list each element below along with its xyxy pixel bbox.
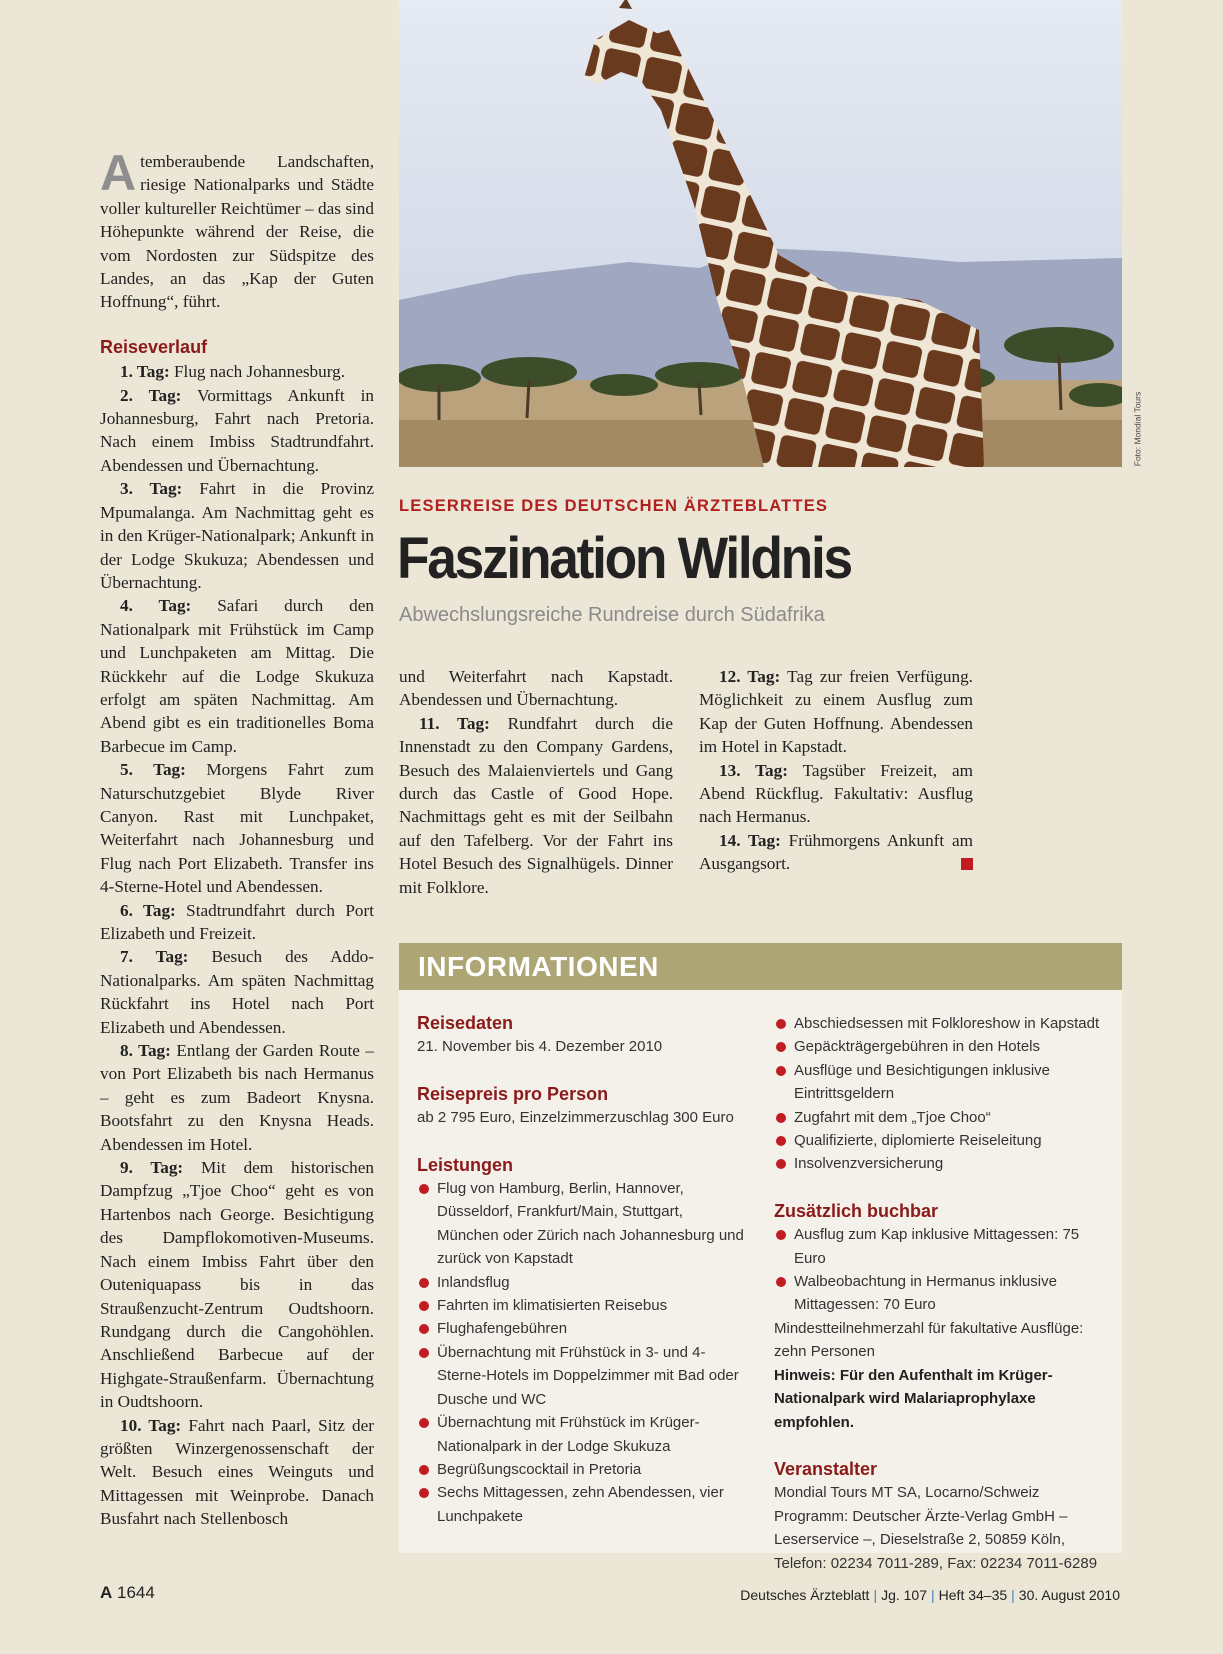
dates-heading: Reisedaten xyxy=(417,1013,514,1033)
list-item: Flug von Hamburg, Berlin, Hannover, Düsseldorf, Frankfurt/Main, Stuttgart, München oder Zürich nach Johannesburg und zurück von Kapstadt xyxy=(417,1177,747,1271)
kicker: LESERREISE DES DEUTSCHEN ÄRZTEBLATTES xyxy=(399,497,829,515)
price-heading: Reisepreis pro Person xyxy=(417,1083,609,1104)
journal-date: 30. August 2010 xyxy=(1018,1587,1120,1603)
list-item: Abschiedsessen mit Folkloreshow in Kapstadt xyxy=(774,1012,1104,1035)
journal-name: Deutsches Ärzteblatt xyxy=(740,1587,870,1603)
day-item: 9. Tag: Mit dem historischen Dampfzug „Tjoe Choo“ geht es von Hartenbos nach George. Besichtigung des Dampflokomotiven-Museums. Nach einem Imbiss Fahrt über den Outeniquapass bis in das Straußenzucht-Zentrum Oudtshoorn. Rundgang durch die Cangohöhlen. Anschließend Barbecue auf der Highgate-Straußenfarm. Übernachtung in Oudtshoorn. xyxy=(100,1158,374,1412)
info-box xyxy=(399,943,1122,1572)
article-subtitle: Abwechslungsreiche Rundreise durch Südafrika xyxy=(399,604,825,626)
organizer-heading: Veranstalter xyxy=(774,1458,878,1479)
list-item: Sechs Mittagessen, zehn Abendessen, vier Lunchpakete xyxy=(417,1481,747,1528)
organizer-text: Mondial Tours MT SA, Locarno/Schweiz xyxy=(774,1484,1040,1502)
malaria-hint: Hinweis: Für den Aufenthalt im Krüger-Nationalpark wird Malariaprophylaxe empfohlen. xyxy=(774,1366,1053,1431)
giraffe-photo xyxy=(399,0,1122,467)
price-text: ab 2 795 Euro, Einzelzimmerzuschlag 300 Euro xyxy=(417,1109,734,1127)
services-list xyxy=(417,1177,747,1528)
photo-credit: Foto: Mondial Tours xyxy=(1132,391,1143,467)
info-column-2 xyxy=(774,1012,1104,1575)
list-item: Ausflüge und Besichtigungen inklusive Eintrittsgeldern xyxy=(774,1059,1104,1106)
middle-column-2 xyxy=(699,665,973,876)
day-item: 10. Tag: Fahrt nach Paarl, Sitz der größten Winzergenossenschaft der Welt. Besuch eines Weinguts und Mittagessen mit Weinprobe. Danach Busfahrt nach Stellenbosch xyxy=(100,1415,374,1529)
drop-cap: A xyxy=(100,145,137,201)
list-item: Flughafengebühren xyxy=(417,1317,747,1340)
services-list-continued xyxy=(774,1012,1104,1176)
day-item: 7. Tag: Besuch des Addo-Nationalparks. Am späten Nachmittag Rückfahrt ins Hotel nach Port Elizabeth und Abendessen. xyxy=(100,947,374,1037)
day-item: 8. Tag: Entlang der Garden Route – von Port Elizabeth bis nach Hermanus – geht es zum Badeort Knysna. Bootsfahrt zu den Knysna Heads. Abendessen im Hotel. xyxy=(100,1041,374,1154)
day-item: 12. Tag: Tag zur freien Verfügung. Möglichkeit zu einem Ausflug zum Kap der Guten Hoffnung. Abendessen im Hotel in Kapstadt. xyxy=(699,667,973,757)
day-item: 6. Tag: Stadtrundfahrt durch Port Elizabeth und Freizeit. xyxy=(100,900,374,943)
list-item: Begrüßungscocktail in Pretoria xyxy=(417,1458,747,1481)
article-title: Faszination Wildnis xyxy=(397,526,851,591)
list-item: Fahrten im klimatisierten Reisebus xyxy=(417,1294,747,1317)
day-item: 14. Tag: Frühmorgens Ankunft am Ausgangsort. xyxy=(699,830,974,874)
info-column-1 xyxy=(417,1012,747,1528)
list-item: Qualifizierte, diplomierte Reiseleitung xyxy=(774,1129,1104,1152)
list-item: Ausflug zum Kap inklusive Mittagessen: 75 Euro xyxy=(774,1223,1104,1270)
day-item: 1. Tag: Flug nach Johannesburg. xyxy=(120,362,346,382)
dates-text: 21. November bis 4. Dezember 2010 xyxy=(417,1038,663,1056)
journal-footer: Deutsches Ärzteblatt | Jg. 107 | Heft 34–35 | 30. August 2010 xyxy=(740,1587,1120,1603)
extras-list xyxy=(774,1223,1104,1317)
page-number: A 1644 xyxy=(100,1583,155,1602)
continuation-text: und Weiterfahrt nach Kapstadt. Abendessen und Übernachtung. xyxy=(399,667,673,710)
min-participants-text: Mindestteilnehmerzahl für fakultative Ausflüge: zehn Personen xyxy=(774,1319,1084,1361)
list-item: Insolvenzversicherung xyxy=(774,1152,1104,1175)
info-header: INFORMATIONEN xyxy=(399,943,1122,990)
day-item: 3. Tag: Fahrt in die Provinz Mpumalanga. Am Nachmittag geht es in den Krüger-Nationalpark; Ankunft in der Lodge Skukuza; Abendessen und Übernachtung. xyxy=(100,479,374,592)
list-item: Gepäckträgergebühren in den Hotels xyxy=(774,1035,1104,1058)
journal-issue: Heft 34–35 xyxy=(938,1587,1008,1603)
list-item: Übernachtung mit Frühstück im Krüger-Nationalpark in der Lodge Skukuza xyxy=(417,1411,747,1458)
intro-paragraph: Atemberaubende Landschaften, riesige Nationalparks und Städte voller kultureller Reichtümer – das sind Höhepunkte während der Reise, die vom Nordosten zur Südspitze des Landes, an das „Kap der Guten Hoffnung“, führt. xyxy=(100,145,374,312)
end-mark-icon xyxy=(961,858,973,870)
middle-column-1 xyxy=(399,665,673,899)
services-heading: Leistungen xyxy=(417,1154,514,1175)
left-column xyxy=(100,145,374,1531)
day-item: 11. Tag: Rundfahrt durch die Innenstadt zu den Company Gardens, Besuch des Malaienviertels und Gang durch das Castle of Good Hope. Nachmittags geht es mit der Seilbahn auf den Tafelberg. Vor der Fahrt ins Hotel Besuch des Signalhügels. Dinner mit Folklore. xyxy=(399,713,674,897)
day-item: 4. Tag: Safari durch den Nationalpark mit Frühstück im Camp und Lunchpaketen am Mittag. Die Rückkehr auf die Lodge Skukuza erfolgt am späten Nachmittag. Am Abend gibt es ein traditionelles Boma Barbecue im Camp. xyxy=(100,596,374,756)
list-item: Zugfahrt mit dem „Tjoe Choo“ xyxy=(774,1106,1104,1129)
list-item: Übernachtung mit Frühstück in 3- und 4-Sterne-Hotels im Doppelzimmer mit Bad oder Dusche und WC xyxy=(417,1341,747,1411)
day-item: 2. Tag: Vormittags Ankunft in Johannesburg, Fahrt nach Pretoria. Nach einem Imbiss Stadtrundfahrt. Abendessen und Übernachtung. xyxy=(100,385,374,475)
list-item: Inlandsflug xyxy=(417,1271,747,1294)
day-item: 13. Tag: Tagsüber Freizeit, am Abend Rückflug. Fakultativ: Ausflug nach Hermanus. xyxy=(699,760,973,827)
itinerary-heading: Reiseverlauf xyxy=(100,336,208,357)
extras-heading: Zusätzlich buchbar xyxy=(774,1200,939,1221)
day-item: 5. Tag: Morgens Fahrt zum Naturschutzgebiet Blyde River Canyon. Rast mit Lunchpaket, Weiterfahrt nach Johannesburg und Flug nach Port Elizabeth. Transfer ins 4-Sterne-Hotel und Abendessen. xyxy=(100,760,374,897)
organizer-program-text: Programm: Deutscher Ärzte-Verlag GmbH – Leserservice –, Dieselstraße 2, 50859 Köln, Telefon: 02234 7011-289, Fax: 02234 7011-6289 xyxy=(774,1507,1098,1572)
journal-volume: Jg. 107 xyxy=(881,1587,928,1603)
list-item: Walbeobachtung in Hermanus inklusive Mittagessen: 70 Euro xyxy=(774,1270,1104,1317)
